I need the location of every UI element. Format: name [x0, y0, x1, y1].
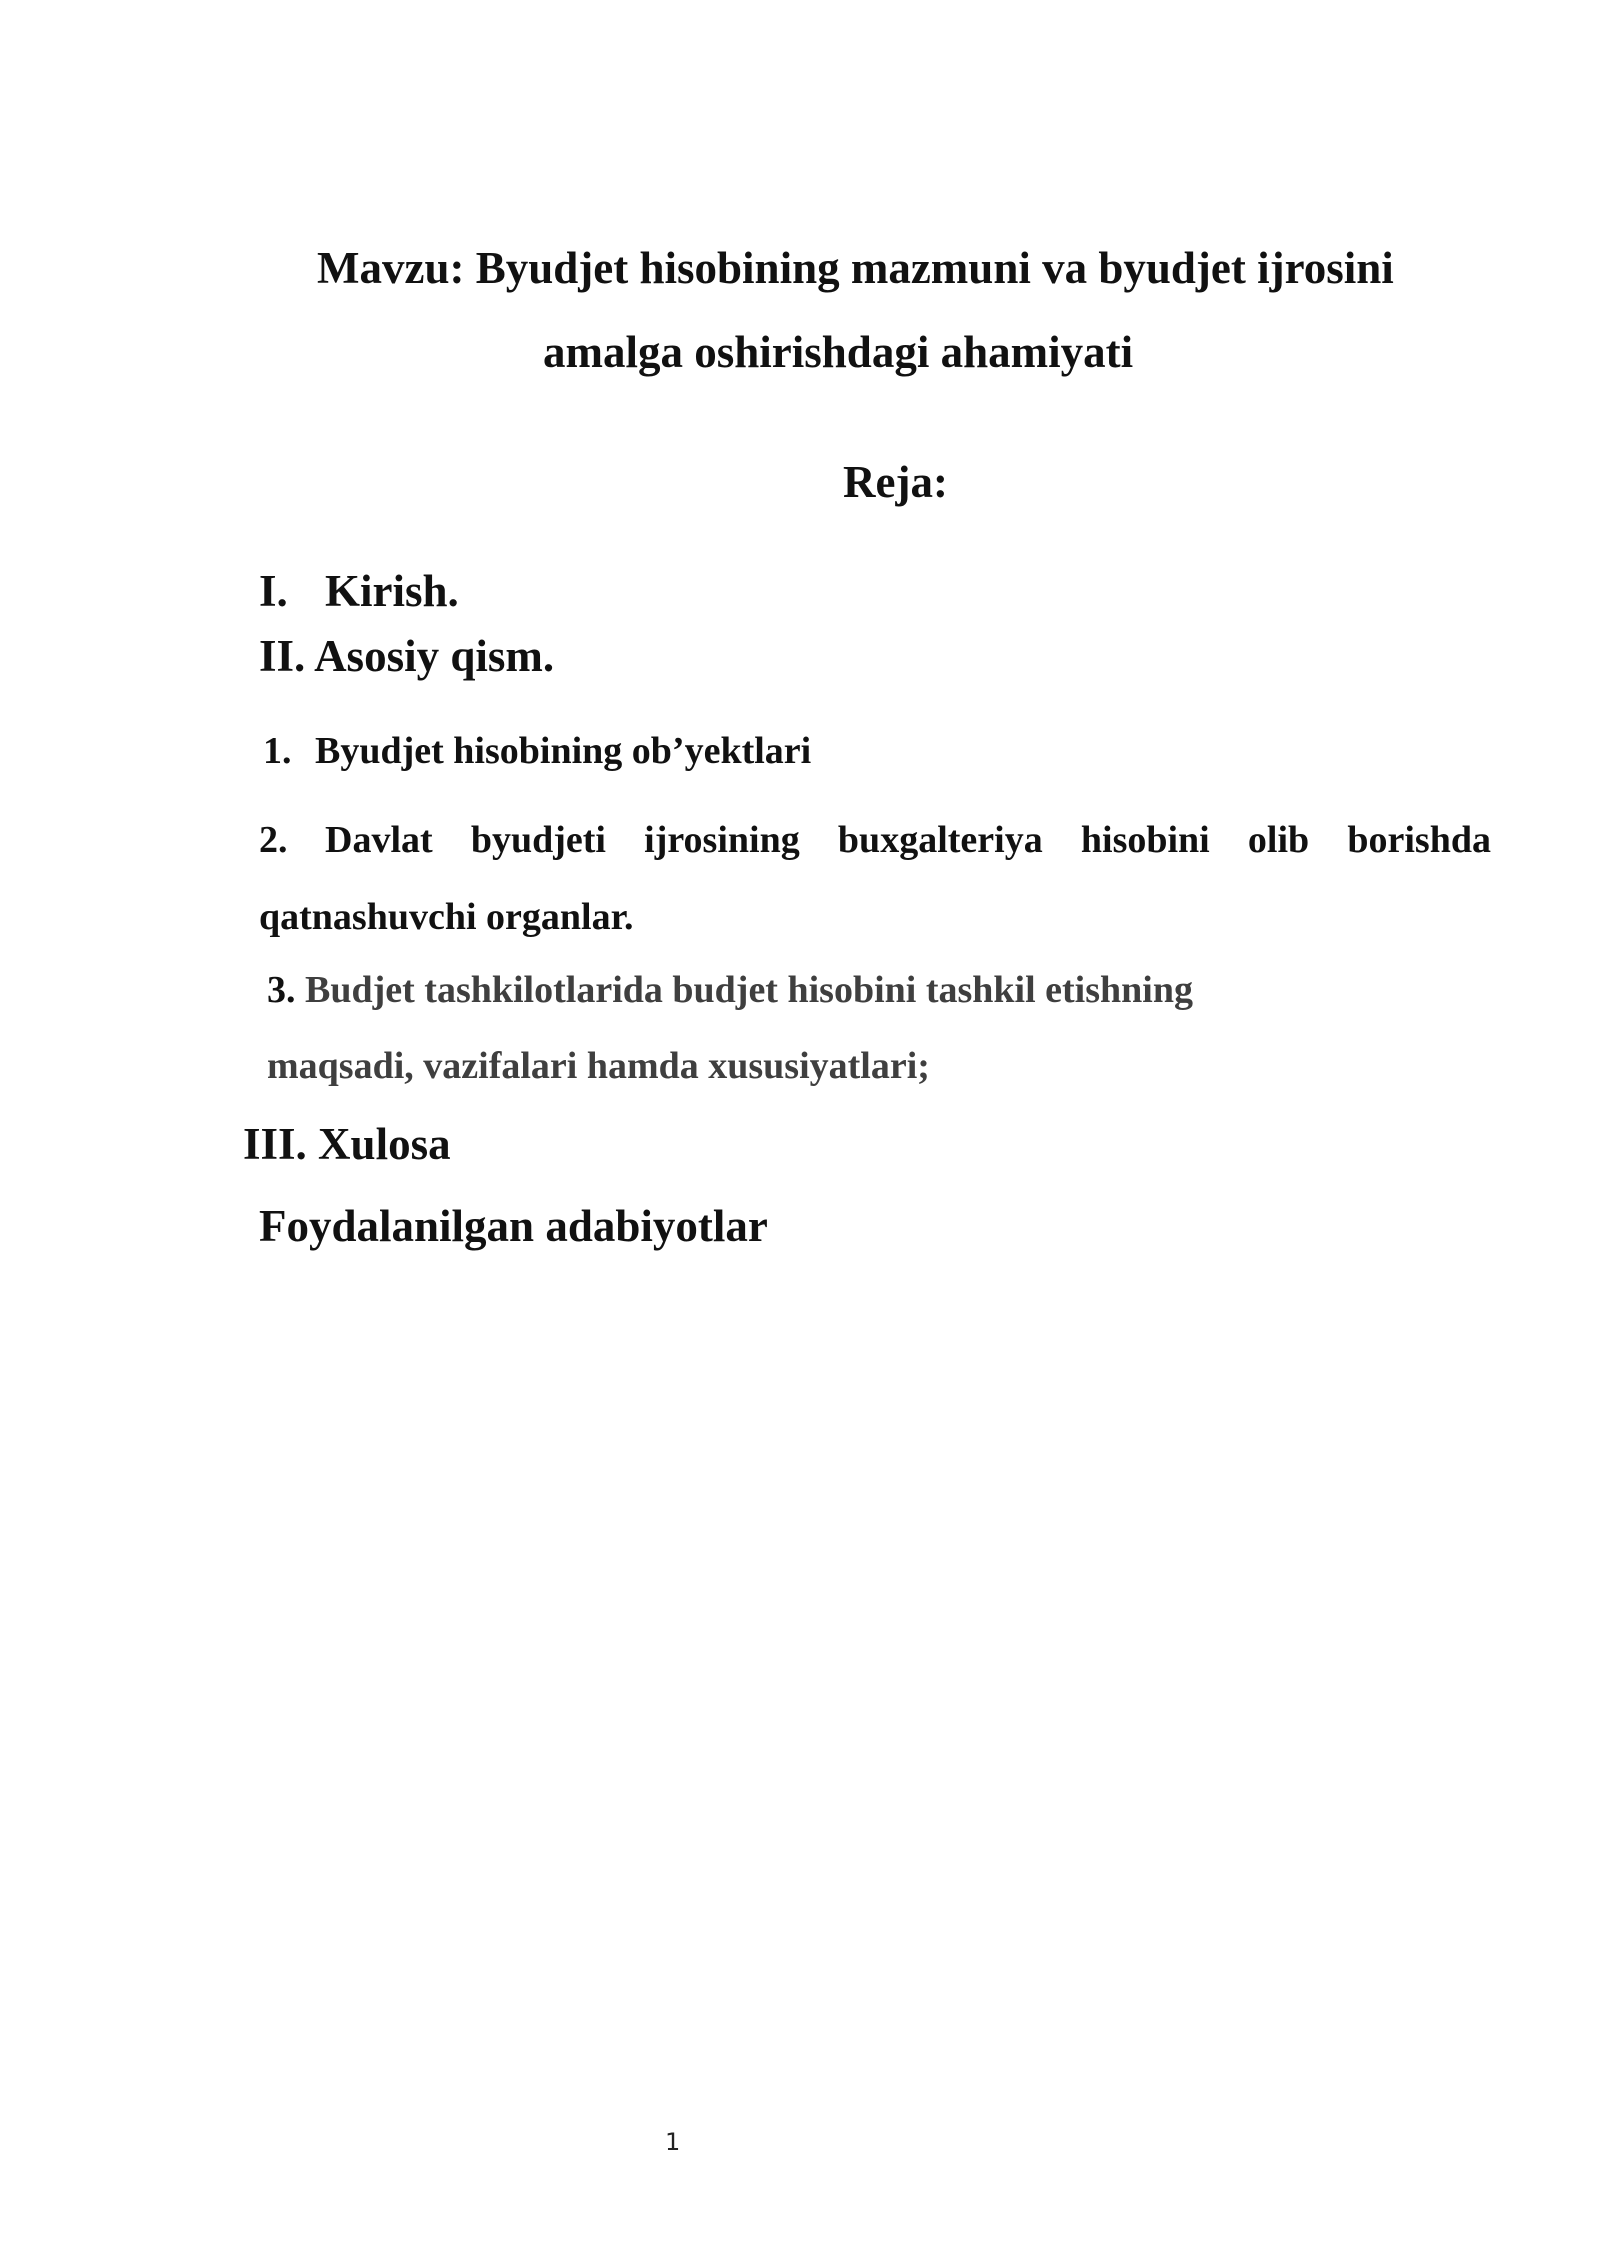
plan-item-2-line-1 [259, 815, 1491, 865]
item-number: 2. [259, 819, 288, 861]
section-numeral: III. [243, 1119, 307, 1169]
plan-section-conclusion [243, 1116, 451, 1172]
plan-item-1 [263, 726, 811, 776]
plan-section-introduction [259, 563, 459, 619]
document-title-line-2: amalga oshirishdagi ahamiyati [543, 327, 1134, 377]
plan-heading: Reja: [843, 457, 948, 507]
plan-section-main-part [259, 628, 554, 684]
item-text: Davlat byudjeti ijrosining buxgalteriya hisobini olib borishda [325, 819, 1491, 861]
plan-references: Foydalanilgan adabiyotlar [259, 1201, 768, 1251]
section-label: Asosiy qism. [314, 631, 555, 681]
item-text: Byudjet hisobining ob’yektlari [315, 730, 812, 772]
plan-item-2-line-2: qatnashuvchi organlar. [259, 896, 634, 938]
item-text: Budjet tashkilotlarida budjet hisobini tashkil etishning [305, 969, 1193, 1011]
page-number: 1 [665, 2128, 681, 2156]
section-label: Kirish. [325, 566, 459, 616]
section-numeral: I. [259, 566, 288, 616]
item-number: 1. [263, 730, 292, 772]
document-title-line-1: Mavzu: Byudjet hisobining mazmuni va byudjet ijrosini [317, 243, 1394, 293]
section-numeral: II. [259, 631, 306, 681]
plan-item-3-line-2: maqsadi, vazifalari hamda xususiyatlari; [267, 1045, 930, 1087]
item-number: 3. [267, 969, 296, 1011]
plan-item-3-line-1 [267, 965, 1193, 1015]
section-label: Xulosa [318, 1119, 451, 1169]
